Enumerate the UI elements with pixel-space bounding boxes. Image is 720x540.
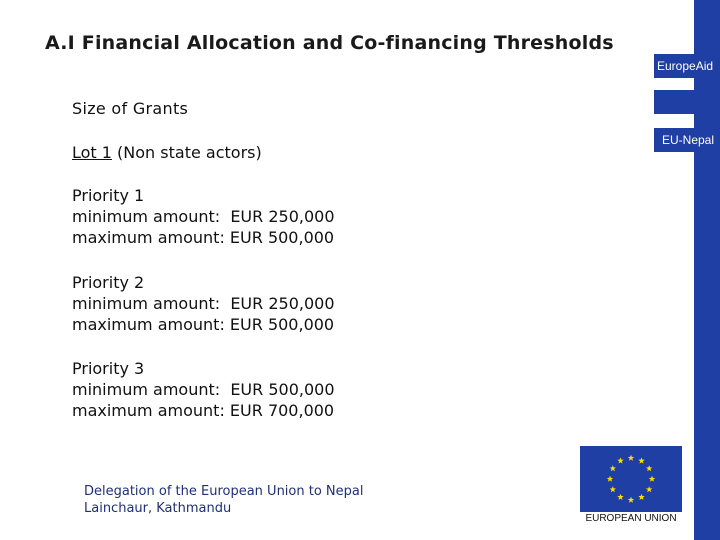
tab-separator: [654, 79, 694, 89]
priority-name: Priority 2: [72, 273, 145, 292]
min-label: minimum amount:: [72, 294, 221, 313]
min-value: EUR 250,000: [230, 207, 335, 226]
max-label: maximum amount:: [72, 315, 225, 334]
max-value: EUR 500,000: [229, 228, 335, 247]
eu-star-icon: [638, 494, 644, 500]
minimum-amount-line: [72, 293, 335, 314]
priority-name: Priority 1: [72, 186, 145, 205]
lot-label: Lot 1: [72, 143, 112, 162]
eu-star-icon: [638, 457, 644, 463]
minimum-amount-line: [72, 206, 335, 227]
priority-block-1: [72, 185, 335, 248]
priority-block-3: [72, 358, 335, 421]
eu-flag-icon: [580, 446, 682, 512]
eu-star-icon: [610, 465, 616, 471]
min-label: minimum amount:: [72, 207, 221, 226]
europeaid-tab[interactable]: EuropeAid: [654, 54, 720, 78]
footer-line-1: Delegation of the European Union to Nepal: [84, 484, 364, 499]
max-label: maximum amount:: [72, 401, 225, 420]
priority-name: Priority 3: [72, 359, 145, 378]
max-label: maximum amount:: [72, 228, 225, 247]
slide-title: A.I Financial Allocation and Co-financing Thresholds: [45, 32, 614, 54]
min-value: EUR 500,000: [230, 380, 335, 399]
max-value: EUR 700,000: [229, 401, 335, 420]
min-label: minimum amount:: [72, 380, 221, 399]
blank-tab[interactable]: [654, 90, 720, 114]
priority-block-2: [72, 272, 335, 335]
delegation-address: [84, 483, 363, 517]
minimum-amount-line: [72, 379, 335, 400]
lot-suffix: (Non state actors): [111, 143, 262, 162]
eu-star-icon: [617, 494, 623, 500]
max-value: EUR 500,000: [229, 315, 335, 334]
european-union-label: EUROPEAN UNION: [585, 513, 677, 524]
eu-star-icon: [649, 476, 655, 482]
eu-star-icon: [646, 465, 652, 471]
eu-star-icon: [628, 497, 634, 503]
maximum-amount-line: [72, 400, 335, 421]
eu-star-icon: [617, 457, 623, 463]
maximum-amount-line: [72, 314, 335, 335]
eu-nepal-tab[interactable]: EU-Nepal: [654, 128, 720, 152]
right-accent-strip: [694, 0, 720, 540]
min-value: EUR 250,000: [230, 294, 335, 313]
eu-star-icon: [628, 455, 634, 461]
maximum-amount-line: [72, 227, 335, 248]
eu-stars-icon: [580, 446, 682, 512]
section-subtitle: Size of Grants: [72, 99, 189, 118]
eu-star-icon: [610, 486, 616, 492]
eu-star-icon: [607, 476, 613, 482]
lot-line: [72, 143, 262, 162]
eu-star-icon: [646, 486, 652, 492]
footer-line-2: Lainchaur, Kathmandu: [84, 501, 232, 516]
